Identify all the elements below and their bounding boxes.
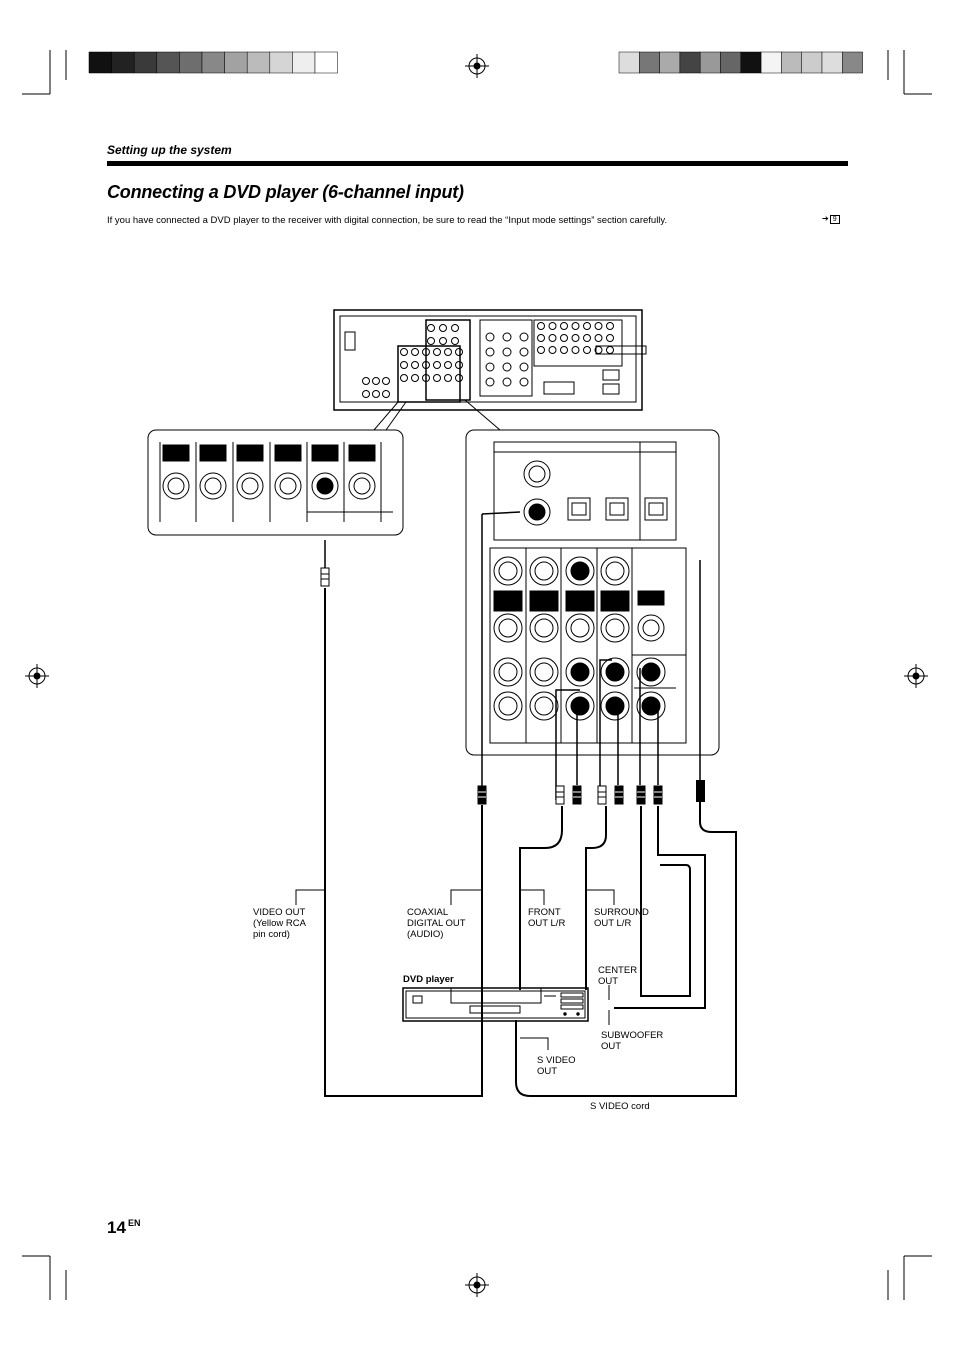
rca-jack	[601, 614, 629, 642]
rca-jack	[445, 362, 452, 369]
rca-jack-inner	[280, 478, 296, 494]
rca-jack	[456, 375, 463, 382]
rca-jack-inner	[499, 697, 517, 715]
rca-jack	[538, 347, 545, 354]
rca-jack-inner	[168, 478, 184, 494]
rca-jack-inner	[535, 663, 553, 681]
terminal-tag	[601, 591, 629, 611]
rca-jack	[486, 378, 494, 386]
rca-jack-inner	[499, 663, 517, 681]
s-video-jack	[494, 557, 522, 585]
rca-jack	[538, 323, 545, 330]
rca-jack-inner	[571, 663, 589, 681]
terminal-tag	[566, 591, 594, 611]
rca-jack-inner	[354, 478, 370, 494]
rca-jack	[530, 692, 558, 720]
rca-jack-inner	[643, 620, 659, 636]
s-video-plug	[696, 780, 705, 802]
rca-jack-inner	[571, 697, 589, 715]
rca-jack	[520, 348, 528, 356]
rca-jack	[452, 325, 459, 332]
rca-jack	[503, 378, 511, 386]
label-coaxial: COAXIAL DIGITAL OUT (AUDIO)	[407, 907, 466, 940]
terminal-tag	[163, 445, 189, 461]
rca-jack	[383, 391, 390, 398]
rca-jack	[607, 335, 614, 342]
rca-jack	[607, 347, 614, 354]
rca-plug	[654, 786, 662, 804]
rca-jack	[445, 349, 452, 356]
rca-jack	[572, 323, 579, 330]
label-dvd-player: DVD player	[403, 974, 454, 985]
rca-jack	[572, 335, 579, 342]
rca-jack	[452, 338, 459, 345]
terminal-tag	[275, 445, 301, 461]
section-heading: Setting up the system	[107, 143, 232, 157]
rca-jack-inner	[317, 478, 333, 494]
rca-jack-inner	[242, 478, 258, 494]
rca-jack	[561, 323, 568, 330]
terminal-tag	[494, 591, 522, 611]
rca-jack-inner	[535, 619, 553, 637]
label-video-out: VIDEO OUT (Yellow RCA pin cord)	[253, 907, 306, 940]
rca-jack	[440, 325, 447, 332]
s-video-jack-inner	[499, 562, 517, 580]
rca-jack	[503, 363, 511, 371]
rca-jack	[520, 378, 528, 386]
rca-jack	[456, 362, 463, 369]
rca-jack	[595, 335, 602, 342]
rca-jack-inner	[642, 663, 660, 681]
rca-jack	[275, 473, 301, 499]
rca-jack	[412, 362, 419, 369]
rca-jack	[445, 375, 452, 382]
rca-jack	[638, 615, 664, 641]
rca-jack	[520, 333, 528, 341]
rca-jack	[434, 375, 441, 382]
rca-jack	[584, 347, 591, 354]
rca-jack	[383, 378, 390, 385]
rca-jack	[561, 335, 568, 342]
terminal-tag	[349, 445, 375, 461]
rca-jack-inner	[606, 619, 624, 637]
arrow-icon: ➔	[822, 214, 829, 223]
rca-plug	[637, 786, 645, 804]
rca-jack	[200, 473, 226, 499]
rca-jack	[520, 363, 528, 371]
rca-jack	[401, 375, 408, 382]
rca-jack	[237, 473, 263, 499]
rca-jack	[401, 349, 408, 356]
rca-plug	[573, 786, 581, 804]
rca-jack-inner	[499, 619, 517, 637]
rca-jack	[549, 335, 556, 342]
rca-jack	[428, 338, 435, 345]
rca-jack-inner	[571, 619, 589, 637]
rca-jack	[456, 349, 463, 356]
rca-jack	[163, 473, 189, 499]
rca-jack	[584, 323, 591, 330]
label-center: CENTER OUT	[598, 965, 638, 987]
terminal-tag	[530, 591, 558, 611]
rca-plug	[556, 786, 564, 804]
rca-jack	[486, 363, 494, 371]
rca-jack	[584, 335, 591, 342]
label-surround: SURROUND OUT L/R	[594, 907, 649, 929]
rca-jack	[373, 378, 380, 385]
rca-jack	[549, 323, 556, 330]
rca-jack	[428, 325, 435, 332]
label-s-video-cord: S VIDEO cord	[590, 1101, 650, 1112]
rca-jack	[549, 347, 556, 354]
label-s-video: S VIDEO OUT	[537, 1055, 576, 1077]
rca-jack	[486, 333, 494, 341]
rca-jack	[486, 348, 494, 356]
label-front: FRONT OUT L/R	[528, 907, 566, 929]
rca-jack	[530, 658, 558, 686]
intro-text: If you have connected a DVD player to the receiver with digital connection, be sure to read the “Input mode settings” section carefully.	[107, 215, 668, 226]
terminal-tag	[312, 445, 338, 461]
rca-jack	[503, 333, 511, 341]
s-video-jack-inner	[571, 562, 589, 580]
terminal-tag	[237, 445, 263, 461]
rca-jack	[561, 347, 568, 354]
rca-jack	[530, 614, 558, 642]
rca-jack	[494, 692, 522, 720]
rca-jack	[363, 378, 370, 385]
rca-jack	[607, 323, 614, 330]
page-ref-number: 9	[830, 215, 840, 224]
rca-jack	[373, 391, 380, 398]
rca-jack-inner	[205, 478, 221, 494]
rca-jack	[494, 658, 522, 686]
rca-jack	[524, 461, 550, 487]
rca-jack-inner	[535, 697, 553, 715]
rca-jack	[434, 349, 441, 356]
rca-jack-inner	[606, 663, 624, 681]
rca-jack	[572, 347, 579, 354]
rca-jack	[401, 362, 408, 369]
terminal-tag	[638, 591, 664, 605]
rca-jack-inner	[529, 504, 545, 520]
rca-jack	[503, 348, 511, 356]
rca-jack	[494, 614, 522, 642]
s-video-jack	[601, 557, 629, 585]
s-video-jack	[530, 557, 558, 585]
page-title: Connecting a DVD player (6-channel input)	[107, 182, 464, 202]
rca-jack	[363, 391, 370, 398]
rca-plug	[321, 568, 329, 586]
rca-jack-inner	[606, 697, 624, 715]
label-subwoofer: SUBWOOFER OUT	[601, 1030, 664, 1052]
rca-jack	[412, 349, 419, 356]
page-lang: EN	[128, 1218, 141, 1228]
rca-jack	[538, 335, 545, 342]
terminal-tag	[200, 445, 226, 461]
rca-jack	[595, 323, 602, 330]
rca-plug	[598, 786, 606, 804]
rca-jack-inner	[529, 466, 545, 482]
s-video-jack-inner	[535, 562, 553, 580]
rca-jack	[349, 473, 375, 499]
rca-jack	[440, 338, 447, 345]
s-video-jack-inner	[606, 562, 624, 580]
rca-plug	[615, 786, 623, 804]
rca-jack	[434, 362, 441, 369]
rca-jack	[566, 614, 594, 642]
rca-plug	[478, 786, 486, 804]
page-number: 14	[107, 1218, 126, 1237]
rca-jack	[412, 375, 419, 382]
